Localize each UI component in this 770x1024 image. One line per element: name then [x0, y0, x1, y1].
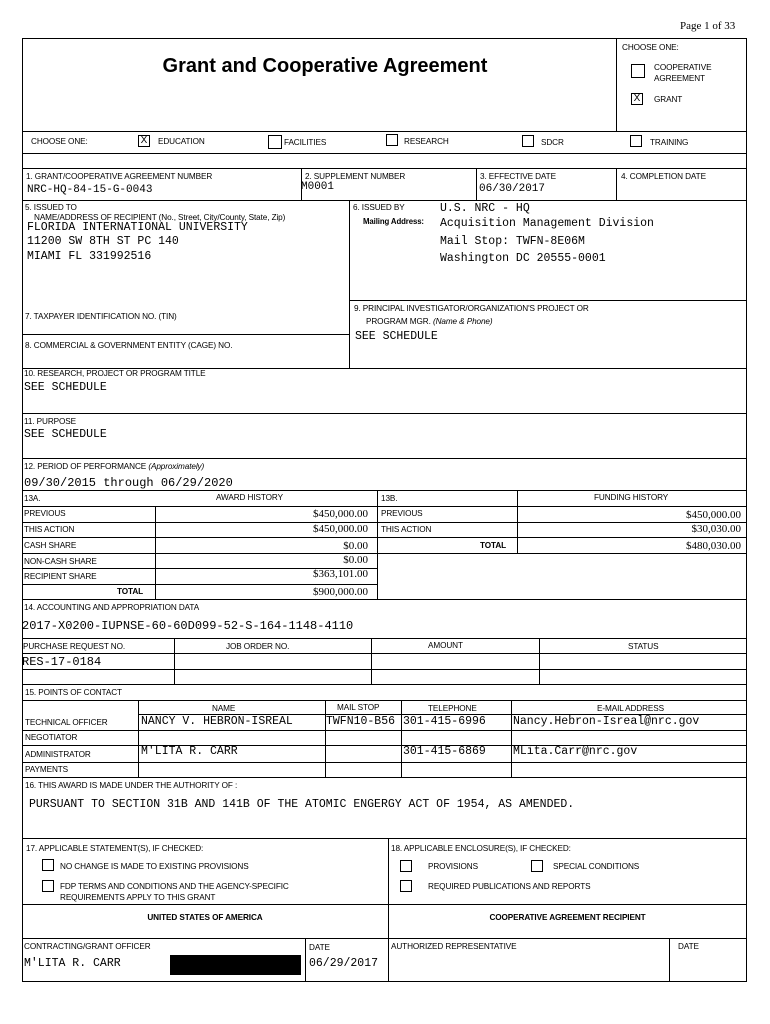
award-row-label: THIS ACTION: [24, 525, 75, 534]
performance-period-value: 09/30/2015 through 06/29/2020: [24, 476, 233, 490]
effective-date: 06/30/2017: [479, 183, 546, 195]
amount-header: AMOUNT: [428, 641, 463, 650]
funding-total-label: TOTAL: [480, 541, 507, 550]
officer-label: CONTRACTING/GRANT OFFICER: [24, 942, 151, 951]
recipient-date-label: DATE: [678, 942, 699, 951]
block10-label: 10. RESEARCH, PROJECT OR PROGRAM TITLE: [24, 369, 206, 378]
recipient-header: COOPERATIVE AGREEMENT RECIPIENT: [489, 913, 646, 922]
award-row-value: $363,101.00: [313, 568, 368, 580]
poc-telephone-header: TELEPHONE: [428, 704, 477, 713]
block9-label-1: 9. PRINCIPAL INVESTIGATOR/ORGANIZATION'S PROJECT OR: [354, 304, 589, 313]
special-conditions-label: SPECIAL CONDITIONS: [553, 862, 640, 871]
issuer-line-3: Mail Stop: TWFN-8E06M: [440, 235, 585, 248]
award-history-header: AWARD HISTORY: [216, 493, 283, 502]
funding-row-label: PREVIOUS: [381, 509, 423, 518]
officer-name: M'LITA R. CARR: [24, 957, 121, 970]
funding-row-value: $450,000.00: [686, 509, 741, 521]
poc-name-header: NAME: [212, 704, 236, 713]
purpose-value: SEE SCHEDULE: [24, 428, 107, 441]
block9-label-2: PROGRAM MGR. (Name & Phone): [366, 317, 493, 326]
poc-telephone: 301-415-6869: [403, 745, 486, 758]
poc-mailstop-header: MAIL STOP: [337, 703, 380, 712]
cooperative-label-2: AGREEMENT: [654, 74, 705, 83]
issuer-line-4: Washington DC 20555-0001: [440, 252, 606, 265]
block5-label: 5. ISSUED TO: [25, 203, 77, 212]
poc-role: TECHNICAL OFFICER: [25, 718, 108, 727]
authorized-rep-label: AUTHORIZED REPRESENTATIVE: [391, 942, 517, 951]
poc-role: NEGOTIATOR: [25, 733, 78, 742]
award-row-value: $450,000.00: [313, 523, 368, 535]
poc-email-header: E-MAIL ADDRESS: [597, 704, 664, 713]
award-row-label: CASH SHARE: [24, 541, 77, 550]
funding-total-value: $480,030.00: [686, 540, 741, 552]
cooperative-agreement-checkbox[interactable]: [631, 64, 645, 78]
block13b-label: 13B.: [381, 494, 398, 503]
award-row-value: $0.00: [343, 554, 368, 566]
research-label: RESEARCH: [404, 137, 449, 146]
redacted-signature: [170, 955, 301, 975]
no-change-label: NO CHANGE IS MADE TO EXISTING PROVISIONS: [60, 862, 249, 871]
usa-header: UNITED STATES OF AMERICA: [147, 913, 263, 922]
block18-label: 18. APPLICABLE ENCLOSURE(S), IF CHECKED:: [391, 844, 571, 853]
funding-row-value: $30,030.00: [691, 523, 741, 535]
poc-name: NANCY V. HEBRON-ISREAL: [141, 715, 293, 728]
award-total-value: $900,000.00: [313, 586, 368, 598]
provisions-checkbox[interactable]: [400, 860, 412, 872]
award-row-label: PREVIOUS: [24, 509, 66, 518]
page-number: Page 1 of 33: [680, 20, 736, 32]
supplement-number: M0001: [301, 181, 335, 193]
block3-label: 3. EFFECTIVE DATE: [480, 172, 556, 181]
required-publications-checkbox[interactable]: [400, 880, 412, 892]
block15-label: 15. POINTS OF CONTACT: [25, 688, 122, 697]
poc-name: M'LITA R. CARR: [141, 745, 238, 758]
poc-role: ADMINISTRATOR: [25, 750, 91, 759]
issuer-line-2: Acquisition Management Division: [440, 217, 654, 230]
facilities-label: FACILITIES: [284, 138, 327, 147]
grant-label: GRANT: [654, 95, 683, 104]
poc-role: PAYMENTS: [25, 765, 69, 774]
purchase-request-value: RES-17-0184: [22, 655, 102, 669]
officer-date-value: 06/29/2017: [309, 957, 379, 970]
education-checkbox[interactable]: X: [138, 135, 150, 147]
form-title: Grant and Cooperative Agreement: [162, 55, 488, 77]
program-title-value: SEE SCHEDULE: [24, 381, 107, 394]
special-conditions-checkbox[interactable]: [531, 860, 543, 872]
education-label: EDUCATION: [158, 137, 205, 146]
funding-row-label: THIS ACTION: [381, 525, 432, 534]
project-manager-value: SEE SCHEDULE: [355, 330, 438, 343]
choose-one-label: CHOOSE ONE:: [622, 43, 679, 52]
grant-checkbox[interactable]: X: [631, 93, 643, 105]
award-row-label: RECIPIENT SHARE: [24, 572, 97, 581]
agreement-number: NRC-HQ-84-15-G-0043: [27, 184, 153, 196]
provisions-label: PROVISIONS: [428, 862, 478, 871]
block16-label: 16. THIS AWARD IS MADE UNDER THE AUTHORITY OF :: [25, 781, 238, 790]
facilities-checkbox[interactable]: [268, 135, 282, 149]
recipient-line-2: 11200 SW 8TH ST PC 140: [27, 235, 179, 248]
choose-one-row-label: CHOOSE ONE:: [31, 137, 88, 146]
fdp-terms-checkbox[interactable]: [42, 880, 54, 892]
recipient-line-3: MIAMI FL 331992516: [27, 250, 152, 263]
training-checkbox[interactable]: [630, 135, 642, 147]
poc-telephone: 301-415-6996: [403, 715, 486, 728]
block13a-label: 13A.: [24, 494, 41, 503]
mailing-address-label: Mailing Address:: [363, 217, 424, 226]
block14-label: 14. ACCOUNTING AND APPROPRIATION DATA: [24, 603, 200, 612]
training-label: TRAINING: [650, 138, 689, 147]
poc-email: Nancy.Hebron-Isreal@nrc.gov: [513, 715, 700, 728]
authority-value: PURSUANT TO SECTION 31B AND 141B OF THE ATOMIC ENGERGY ACT OF 1954, AS AMENDED.: [29, 798, 575, 811]
block7-label: 7. TAXPAYER IDENTIFICATION NO. (TIN): [25, 312, 177, 321]
block12-label: 12. PERIOD OF PERFORMANCE (Approximately): [24, 462, 205, 471]
block5-sublabel: NAME/ADDRESS OF RECIPIENT (No., Street, City/County, State, Zip): [34, 213, 286, 222]
required-publications-label: REQUIRED PUBLICATIONS AND REPORTS: [428, 882, 591, 891]
research-checkbox[interactable]: [386, 134, 398, 146]
poc-email: MLita.Carr@nrc.gov: [513, 745, 638, 758]
block1-label: 1. GRANT/COOPERATIVE AGREEMENT NUMBER: [26, 172, 213, 181]
block4-label: 4. COMPLETION DATE: [621, 172, 706, 181]
no-change-checkbox[interactable]: [42, 859, 54, 871]
block11-label: 11. PURPOSE: [24, 417, 76, 426]
award-row-label: NON-CASH SHARE: [24, 557, 97, 566]
poc-mailstop: TWFN10-B56: [326, 715, 396, 728]
block6-label: 6. ISSUED BY: [353, 203, 405, 212]
fdp-terms-label-1: FDP TERMS AND CONDITIONS AND THE AGENCY-SPECIFIC: [60, 882, 289, 891]
purchase-request-header: PURCHASE REQUEST NO.: [23, 642, 126, 651]
recipient-line-1: FLORIDA INTERNATIONAL UNIVERSITY: [27, 221, 248, 234]
block17-label: 17. APPLICABLE STATEMENT(S), IF CHECKED:: [26, 844, 204, 853]
sdcr-label: SDCR: [541, 138, 564, 147]
sdcr-checkbox[interactable]: [522, 135, 534, 147]
block8-label: 8. COMMERCIAL & GOVERNMENT ENTITY (CAGE) NO.: [25, 341, 233, 350]
block2-label: 2. SUPPLEMENT NUMBER: [305, 172, 406, 181]
cooperative-label-1: COOPERATIVE: [654, 63, 712, 72]
issuer-line-1: U.S. NRC - HQ: [440, 202, 530, 215]
job-order-header: JOB ORDER NO.: [226, 642, 290, 651]
status-header: STATUS: [628, 642, 659, 651]
award-row-value: $0.00: [343, 540, 368, 552]
accounting-data-value: 2017-X0200-IUPNSE-60-60D099-52-S-164-1148-4110: [22, 619, 354, 633]
funding-history-header: FUNDING HISTORY: [594, 493, 669, 502]
fdp-terms-label-2: REQUIREMENTS APPLY TO THIS GRANT: [60, 893, 216, 902]
officer-date-label: DATE: [309, 943, 330, 952]
award-row-value: $450,000.00: [313, 508, 368, 520]
award-total-label: TOTAL: [117, 587, 144, 596]
